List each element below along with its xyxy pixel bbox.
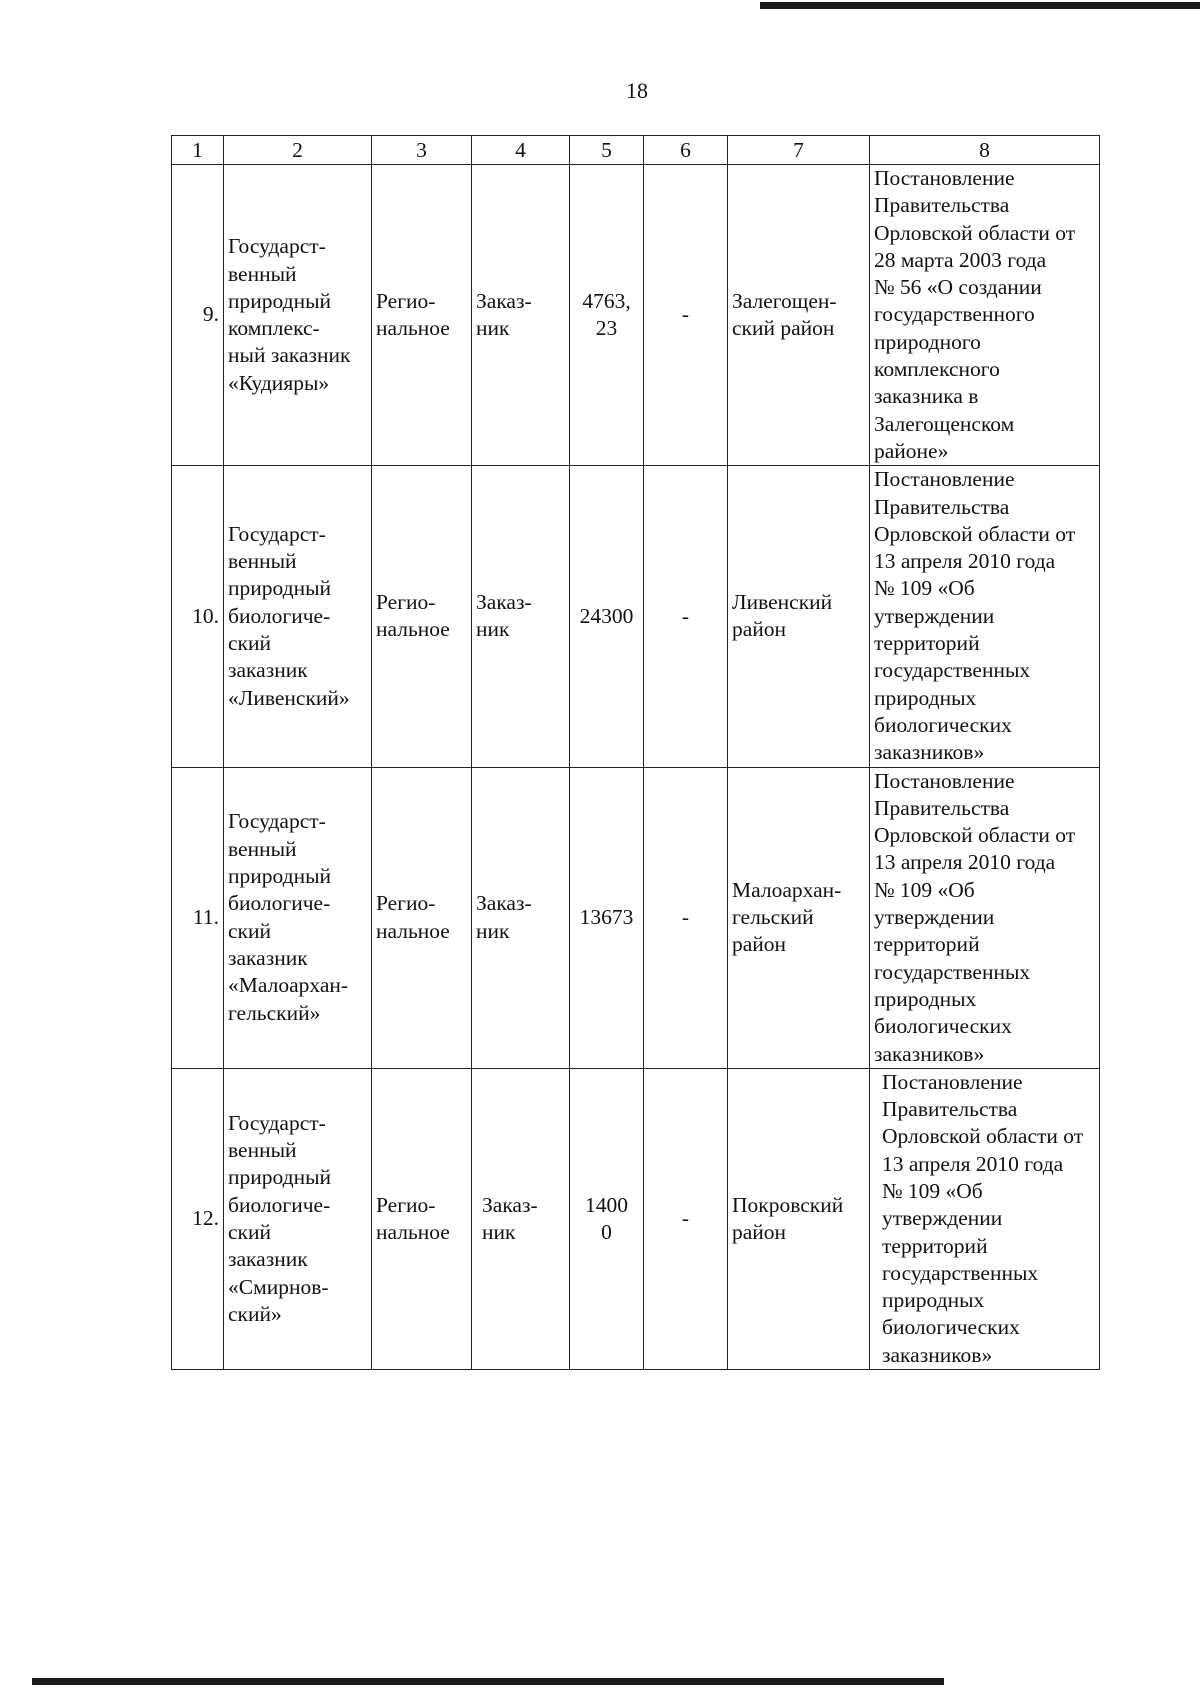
reserve-name (224, 1068, 372, 1369)
founding-document-text: Постановление Правительства Орловской области от 13 апреля 2010 года № 109 «Об утверждении территорий государственных природных биологических заказников» (882, 1069, 1084, 1367)
category (472, 165, 570, 466)
significance-level (372, 165, 472, 466)
header-cell: 2 (224, 136, 372, 165)
area-text: 4763, 23 (582, 288, 631, 341)
table-row (172, 1068, 1100, 1369)
location-text: Малоархан- гельский район (732, 877, 842, 957)
category-text: Заказ- ник (482, 1192, 538, 1244)
area (570, 767, 644, 1068)
page-number: 18 (626, 78, 648, 103)
scan-edge-top (760, 2, 1200, 9)
reserve-name (224, 767, 372, 1068)
column-6-text: - (681, 905, 690, 930)
row-number-text: 10. (192, 603, 219, 628)
location (728, 767, 870, 1068)
significance-level-text: Регио- нальное (376, 590, 450, 642)
founding-document (870, 165, 1100, 466)
category (472, 466, 570, 767)
founding-document-text: Постановление Правительства Орловской области от 13 апреля 2010 года № 109 «Об утверждении территорий государственных природных биологических заказников» (874, 768, 1076, 1066)
table-row (172, 165, 1100, 466)
row-number-text: 9. (202, 302, 219, 327)
area (570, 466, 644, 767)
column-6 (644, 165, 728, 466)
area-text: 13673 (579, 905, 634, 930)
reserve-name-text: Государст- венный природный комплекс- ный заказник «Кудияры» (228, 234, 351, 395)
location-text: Ливенский район (732, 590, 833, 642)
founding-document-text: Постановление Правительства Орловской области от 28 марта 2003 года № 56 «О создании государственного природного комплексного заказника в Залегощенском районе» (874, 166, 1076, 463)
header-cell: 5 (570, 136, 644, 165)
header-cell: 4 (472, 136, 570, 165)
founding-document-text: Постановление Правительства Орловской области от 13 апреля 2010 года № 109 «Об утверждении территорий государственных природных биологических заказников» (874, 467, 1076, 765)
location-text: Покровский район (732, 1192, 844, 1244)
significance-level (372, 767, 472, 1068)
founding-document (870, 1068, 1100, 1369)
header-cell: 3 (372, 136, 472, 165)
column-6 (644, 767, 728, 1068)
founding-document (870, 466, 1100, 767)
column-6 (644, 1068, 728, 1369)
reserve-name-text: Государст- венный природный биологиче- ский заказник «Ливенский» (228, 521, 350, 710)
area (570, 165, 644, 466)
location-text: Залегощен- ский район (732, 288, 837, 341)
header-cell: 7 (728, 136, 870, 165)
location (728, 1068, 870, 1369)
area (570, 1068, 644, 1369)
category (472, 1068, 570, 1369)
protected-areas-table (171, 135, 1100, 1370)
table-header-row (172, 136, 1100, 165)
reserve-name-text: Государст- венный природный биологиче- ский заказник «Малоархан- гельский» (228, 809, 349, 1025)
significance-level-text: Регио- нальное (376, 288, 450, 341)
row-number (172, 1068, 224, 1369)
significance-level (372, 1068, 472, 1369)
reserve-name (224, 466, 372, 767)
table-row (172, 466, 1100, 767)
header-cell: 8 (870, 136, 1100, 165)
category-text: Заказ- ник (476, 590, 532, 642)
area-text: 1400 0 (585, 1192, 628, 1244)
header-cell: 6 (644, 136, 728, 165)
column-6-text: - (681, 1206, 690, 1231)
founding-document (870, 767, 1100, 1068)
row-number (172, 767, 224, 1068)
location (728, 165, 870, 466)
significance-level (372, 466, 472, 767)
header-cell: 1 (172, 136, 224, 165)
row-number (172, 466, 224, 767)
area-text: 24300 (579, 603, 634, 628)
column-6-text: - (681, 603, 690, 628)
reserve-name-text: Государст- венный природный биологиче- ский заказник «Смирнов- ский» (228, 1110, 332, 1326)
category-text: Заказ- ник (476, 891, 532, 943)
column-6 (644, 466, 728, 767)
column-6-text: - (681, 302, 690, 327)
significance-level-text: Регио- нальное (376, 891, 450, 943)
table-row (172, 767, 1100, 1068)
row-number (172, 165, 224, 466)
row-number-text: 11. (192, 905, 219, 930)
category-text: Заказ- ник (476, 288, 532, 341)
category (472, 767, 570, 1068)
location (728, 466, 870, 767)
reserve-name (224, 165, 372, 466)
row-number-text: 12. (192, 1206, 219, 1231)
scan-edge-bottom (32, 1678, 944, 1685)
significance-level-text: Регио- нальное (376, 1192, 450, 1244)
